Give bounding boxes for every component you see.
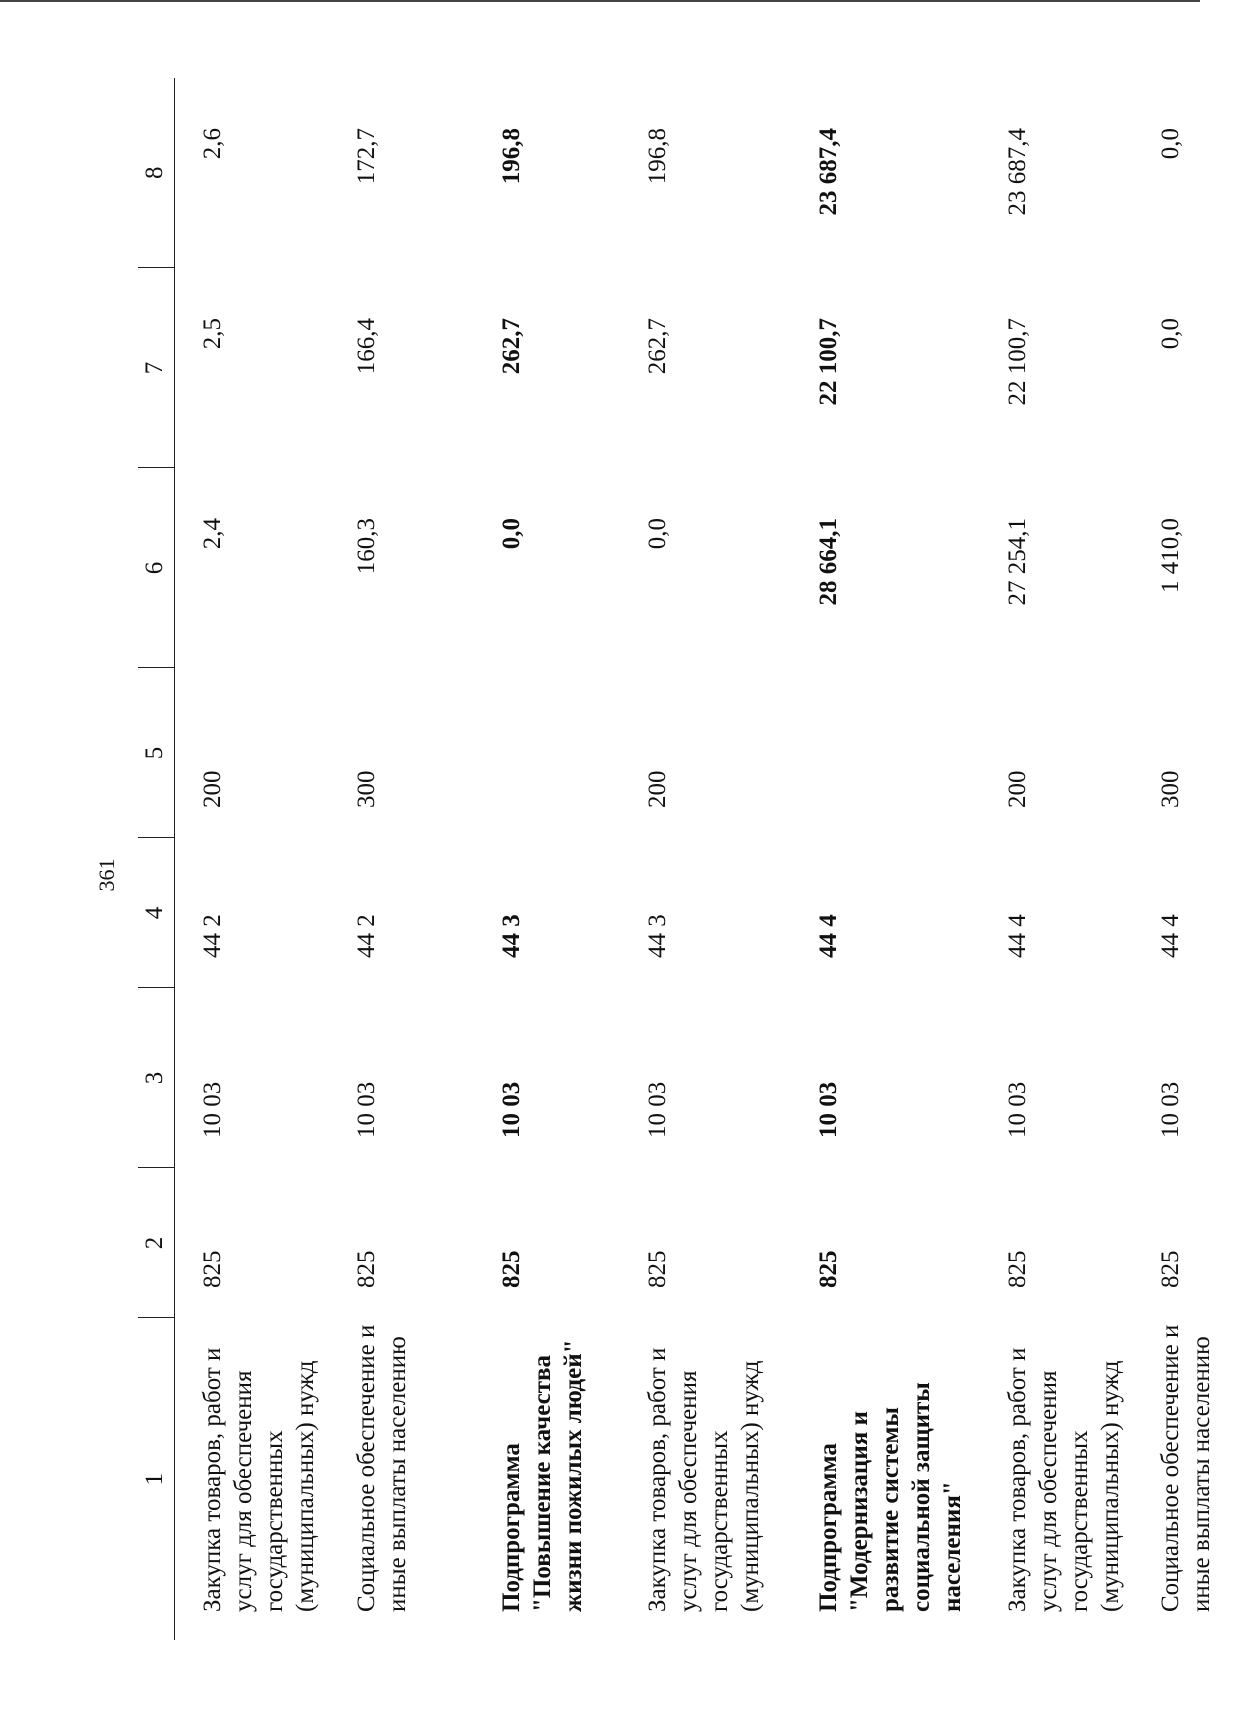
column-header: 6 <box>138 468 175 668</box>
column-header: 8 <box>138 78 175 268</box>
column-header: 7 <box>138 268 175 468</box>
amount-cell-col6: 2,4 <box>199 518 226 550</box>
admin-code-cell: 825 <box>815 1250 842 1288</box>
column-header: 1 <box>138 1318 175 1640</box>
target-code-cell: 44 4 <box>815 914 842 958</box>
budget-table <box>138 78 1255 1640</box>
amount-cell-col7: 166,4 <box>353 318 380 375</box>
amount-cell-col6: 1 410,0 <box>1157 518 1184 593</box>
amount-cell-col8: 0,0 <box>1157 128 1184 160</box>
row-name: Закупка товаров, работ и услуг для обеспечения государственных (муниципальных) нужд <box>199 1347 319 1612</box>
amount-cell-col8: 172,7 <box>353 128 380 185</box>
amount-cell-col8: 2,6 <box>199 128 226 160</box>
table-row-subprogram <box>791 78 980 1640</box>
table-row <box>1133 78 1255 1640</box>
admin-code-cell: 825 <box>644 1250 671 1288</box>
section-code-cell: 10 03 <box>498 1081 525 1138</box>
table-row <box>620 78 791 1640</box>
expense-type-cell: 200 <box>644 770 671 808</box>
column-header: 5 <box>138 668 175 838</box>
row-name: Закупка товаров, работ и услуг для обеспечения государственных (муниципальных) нужд <box>644 1347 764 1612</box>
amount-cell-col8: 196,8 <box>498 128 525 185</box>
table-row-subprogram <box>474 78 620 1640</box>
section-code-cell: 10 03 <box>815 1081 842 1138</box>
expense-type-cell: 200 <box>1004 770 1031 808</box>
expense-type-cell: 300 <box>353 770 380 808</box>
expense-type-cell: 300 <box>1157 770 1184 808</box>
row-name: Подпрограмма "Повышение качества жизни пожилых людей" <box>498 1339 587 1612</box>
amount-cell-col6: 0,0 <box>498 518 525 550</box>
amount-cell-col6: 160,3 <box>353 518 380 575</box>
amount-cell-col7: 0,0 <box>1157 318 1184 350</box>
amount-cell-col6: 0,0 <box>644 518 671 550</box>
column-header: 4 <box>138 838 175 988</box>
section-code-cell: 10 03 <box>199 1081 226 1138</box>
admin-code-cell: 825 <box>199 1250 226 1288</box>
amount-cell-col7: 262,7 <box>644 318 671 375</box>
amount-cell-col8: 196,8 <box>644 128 671 185</box>
section-code-cell: 10 03 <box>353 1081 380 1138</box>
column-header: 3 <box>138 988 175 1168</box>
table-row <box>329 78 474 1640</box>
column-header: 2 <box>138 1168 175 1318</box>
admin-code-cell: 825 <box>1157 1250 1184 1288</box>
table-row <box>980 78 1133 1640</box>
amount-cell-col6: 28 664,1 <box>815 518 842 606</box>
expense-type-cell <box>791 668 980 838</box>
section-code-cell: 10 03 <box>1004 1081 1031 1138</box>
target-code-cell: 44 3 <box>498 914 525 958</box>
amount-cell-col7: 2,5 <box>199 318 226 350</box>
admin-code-cell: 825 <box>353 1250 380 1288</box>
row-name: Социальное обеспечение и иные выплаты населению <box>353 1324 411 1612</box>
header-row <box>138 78 175 1640</box>
expense-type-cell: 200 <box>199 770 226 808</box>
target-code-cell: 44 3 <box>644 914 671 958</box>
row-name: Закупка товаров, работ и услуг для обеспечения государственных (муниципальных) нужд <box>1004 1347 1124 1612</box>
amount-cell-col8: 23 687,4 <box>815 128 842 216</box>
page-number: 361 <box>94 858 119 892</box>
amount-cell-col7: 22 100,7 <box>815 318 842 406</box>
target-code-cell: 44 4 <box>1004 914 1031 958</box>
target-code-cell: 44 4 <box>1157 914 1184 958</box>
row-name: Подпрограмма "Модернизация и развитие системы социальной защиты населения" <box>815 1382 966 1612</box>
amount-cell-col8: 23 687,4 <box>1004 128 1031 216</box>
section-code-cell: 10 03 <box>1157 1081 1184 1138</box>
section-code-cell: 10 03 <box>644 1081 671 1138</box>
amount-cell-col7: 22 100,7 <box>1004 318 1031 406</box>
admin-code-cell: 825 <box>498 1250 525 1288</box>
target-code-cell: 44 2 <box>199 914 226 958</box>
expense-type-cell <box>474 668 620 838</box>
table-row <box>175 78 330 1640</box>
target-code-cell: 44 2 <box>353 914 380 958</box>
admin-code-cell: 825 <box>1004 1250 1031 1288</box>
amount-cell-col6: 27 254,1 <box>1004 518 1031 606</box>
amount-cell-col7: 262,7 <box>498 318 525 375</box>
row-name: Социальное обеспечение и иные выплаты населению <box>1157 1324 1215 1612</box>
